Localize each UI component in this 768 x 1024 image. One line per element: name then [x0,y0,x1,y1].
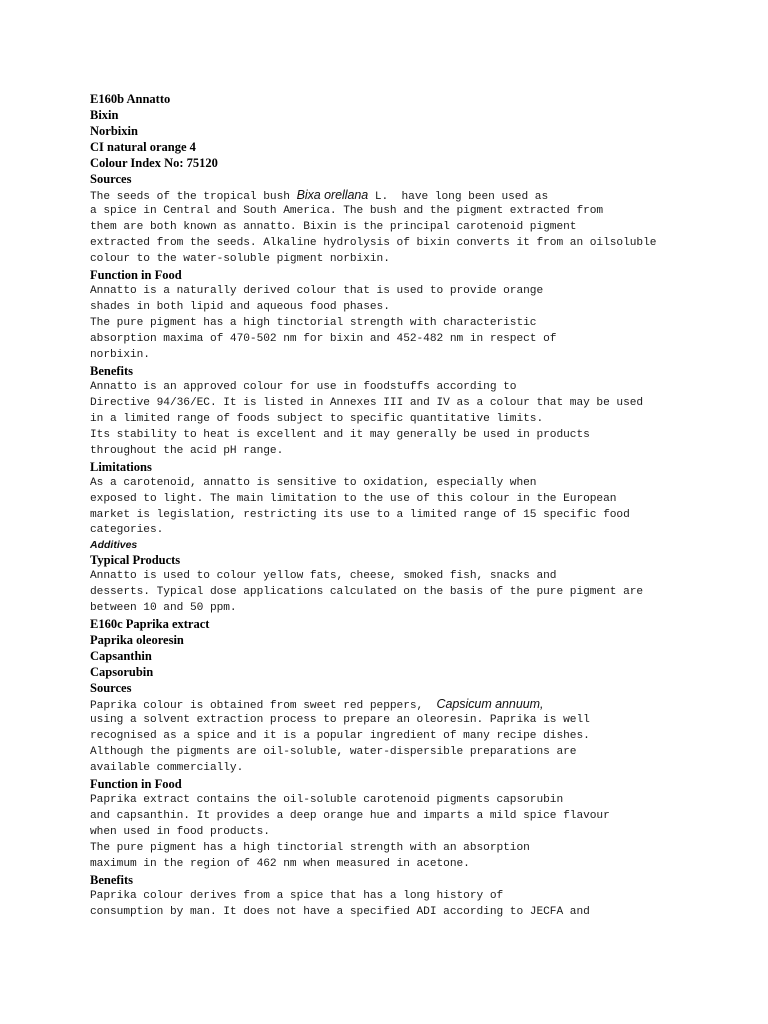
paragraph-line: Its stability to heat is excellent and it may generally be used in products [90,429,590,441]
paragraph-line: Paprika colour derives from a spice that has a long history of [90,890,504,902]
paragraph-line: recognised as a spice and it is a popular ingredient of many recipe dishes. [90,730,590,742]
paragraph-line: extracted from the seeds. Alkaline hydrolysis of bixin converts it from an oilsoluble [90,237,657,249]
paragraph-line: absorption maxima of 470-502 nm for bixin and 452-482 nm in respect of [90,333,557,345]
paragraph-line: them are both known as annatto. Bixin is the principal carotenoid pigment [90,221,577,233]
paragraph-line: maximum in the region of 462 nm when measured in acetone. [90,858,470,870]
synonym-bixin: Bixin [90,108,119,122]
paragraph-line: Paprika extract contains the oil-soluble carotenoid pigments capsorubin [90,794,564,806]
paragraph-line: available commercially. [90,762,244,774]
paragraph-line: Annatto is an approved colour for use in foodstuffs according to [90,381,517,393]
paragraph-line: shades in both lipid and aqueous food phases. [90,301,390,313]
paragraph-line: exposed to light. The main limitation to the use of this colour in the European [90,493,617,505]
paragraph-line: norbixin. [90,349,150,361]
section-title-annatto: E160b Annatto [90,92,171,106]
paragraph-line: desserts. Typical dose applications calculated on the basis of the pure pigment are [90,586,644,598]
synonym-norbixin: Norbixin [90,124,138,138]
heading-benefits: Benefits [90,873,134,887]
synonym-capsorubin: Capsorubin [90,665,154,679]
paragraph-line: Directive 94/36/EC. It is listed in Annexes III and IV as a colour that may be used [90,397,644,409]
heading-function-in-food: Function in Food [90,268,182,282]
paragraph-line: categories. [90,524,164,536]
paragraph-line: The pure pigment has a high tinctorial strength with an absorption [90,842,530,854]
paragraph-line: The seeds of the tropical bush Bixa orellana L. have long been used as [90,188,549,203]
heading-limitations: Limitations [90,460,152,474]
paragraph-line: using a solvent extraction process to prepare an oleoresin. Paprika is well [90,714,590,726]
paragraph-line: market is legislation, restricting its use to a limited range of 15 specific food [90,509,630,521]
paragraph-line: in a limited range of foods subject to specific quantitative limits. [90,413,544,425]
synonym-capsanthin: Capsanthin [90,649,152,663]
paragraph-line: a spice in Central and South America. The bush and the pigment extracted from [90,205,604,217]
heading-typical-products: Typical Products [90,553,181,567]
heading-sources: Sources [90,681,132,695]
heading-sources: Sources [90,172,132,186]
additives-label: Additives [90,539,138,551]
species-name: Bixa orellana [296,188,369,202]
paragraph-line: colour to the water-soluble pigment norbixin. [90,253,390,265]
synonym-paprika-oleoresin: Paprika oleoresin [90,633,184,647]
paragraph-line: Paprika colour is obtained from sweet red peppers, Capsicum annuum, [90,697,544,712]
paragraph-line: consumption by man. It does not have a specified ADI according to JECFA and [90,906,590,918]
colour-index-number: Colour Index No: 75120 [90,156,218,170]
section-title-paprika: E160c Paprika extract [90,617,210,631]
synonym-ci-natural-orange: CI natural orange 4 [90,140,196,154]
paragraph-line: between 10 and 50 ppm. [90,602,237,614]
species-name: Capsicum annuum, [436,697,544,711]
paragraph-line: Annatto is a naturally derived colour that is used to provide orange [90,285,544,297]
paragraph-line: The pure pigment has a high tinctorial strength with characteristic [90,317,537,329]
paragraph-line: Although the pigments are oil-soluble, water-dispersible preparations are [90,746,577,758]
paragraph-line: throughout the acid pH range. [90,445,284,457]
paragraph-line: As a carotenoid, annatto is sensitive to oxidation, especially when [90,477,537,489]
heading-function-in-food: Function in Food [90,777,182,791]
paragraph-line: and capsanthin. It provides a deep orange hue and imparts a mild spice flavour [90,810,610,822]
heading-benefits: Benefits [90,364,134,378]
paragraph-line: Annatto is used to colour yellow fats, cheese, smoked fish, snacks and [90,570,557,582]
document-page [90,91,730,920]
paragraph-line: when used in food products. [90,826,270,838]
